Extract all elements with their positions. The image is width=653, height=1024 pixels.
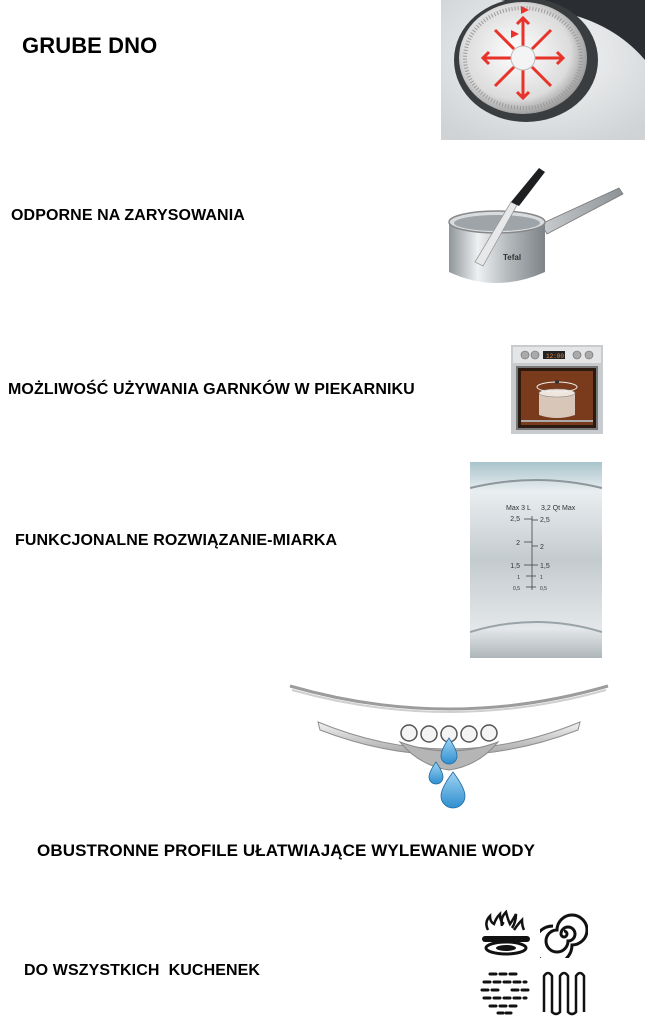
scale-mark-left: 1,5: [510, 563, 520, 570]
scale-mark-left: 1: [517, 575, 520, 581]
feature-label-scratch-resistant: ODPORNE NA ZARYSOWANIA: [11, 207, 245, 224]
measuring-scale-image: [470, 462, 602, 658]
scale-mark-left: 2,5: [510, 516, 520, 523]
oven-display-text: 12:00: [546, 353, 565, 360]
electric-coil-hob-icon: [540, 910, 588, 958]
scale-header-right: 3,2 Qt Max: [541, 505, 576, 512]
oven-image: [511, 345, 603, 434]
scale-mark-right: 1,5: [540, 563, 550, 570]
scale-header-left: Max 3 L: [506, 505, 531, 512]
halogen-hob-icon: [480, 968, 530, 1016]
feature-label-oven-safe: MOŻLIWOŚĆ UŻYWANIA GARNKÓW W PIEKARNIKU: [8, 381, 415, 398]
induction-hob-icon: [538, 968, 588, 1016]
thick-base-image: [441, 0, 645, 140]
scale-mark-right: 0,5: [540, 586, 547, 592]
pouring-rim-diagram: [288, 676, 610, 820]
gas-hob-icon: [478, 910, 534, 960]
scale-mark-left: 0,5: [513, 586, 520, 592]
feature-label-thick-base: GRUBE DNO: [22, 33, 158, 58]
scale-mark-left: 2: [516, 540, 520, 547]
scale-mark-right: 1: [540, 575, 543, 581]
scale-mark-right: 2,5: [540, 517, 550, 524]
feature-label-all-hobs: DO WSZYSTKICH KUCHENEK: [24, 962, 261, 979]
saucepan-image: [441, 162, 625, 292]
brand-label: Tefal: [503, 253, 522, 262]
feature-label-measuring-scale: FUNKCJONALNE ROZWIĄZANIE-MIARKA: [15, 532, 338, 549]
feature-label-pouring-rims: OBUSTRONNE PROFILE UŁATWIAJĄCE WYLEWANIE WODY: [37, 841, 536, 860]
scale-mark-right: 2: [540, 544, 544, 551]
